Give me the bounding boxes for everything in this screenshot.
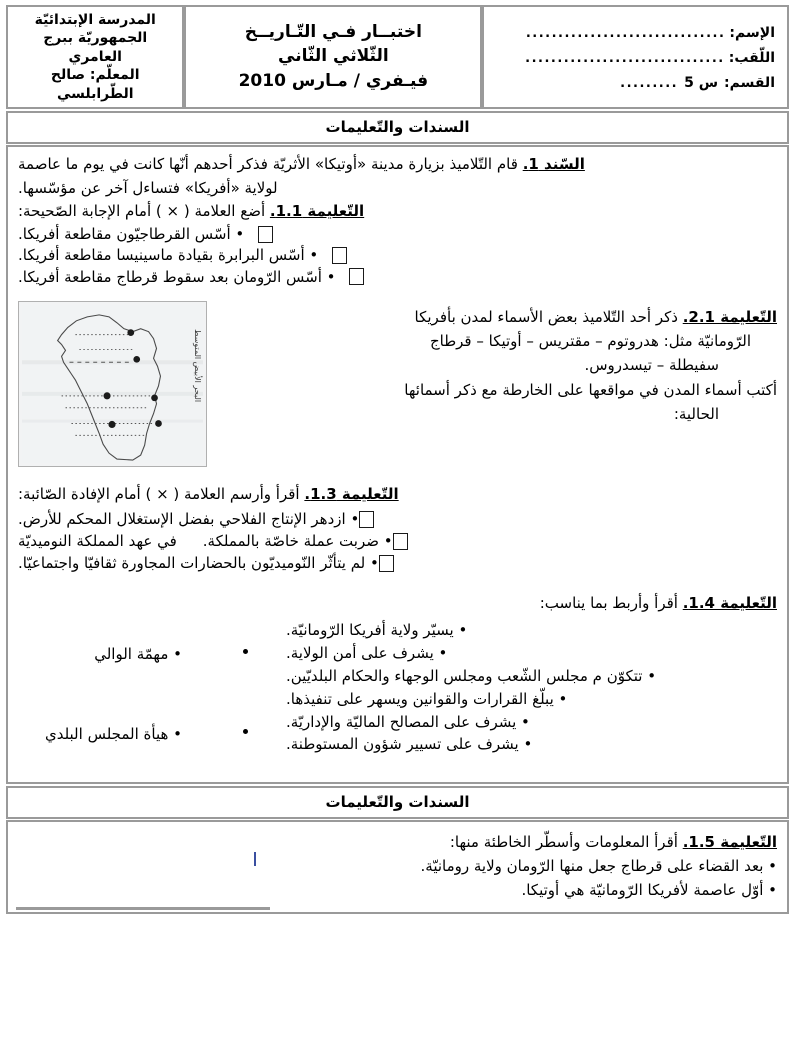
checkbox-1-3-a[interactable] <box>359 511 374 528</box>
bottom-partial-rule <box>16 907 270 910</box>
task-1-3-row-c <box>18 553 777 574</box>
exam-title-line2: الثّلاثي الثّاني <box>278 46 389 67</box>
task-1-4-left-item[interactable]: • يشرف على أمن الولاية. <box>286 644 448 663</box>
task-1-1-option-row <box>18 267 777 287</box>
task-1-4-connector-column <box>186 619 282 756</box>
task-1-4-right-item[interactable]: • مهمّة الوالي <box>94 645 182 664</box>
task-1-4-lead <box>18 592 777 615</box>
task-1-1-option-row <box>18 224 777 244</box>
map-city-dot <box>133 356 140 363</box>
checkbox-1-3-c[interactable] <box>379 555 394 572</box>
task-1-3-row-b <box>18 531 777 552</box>
task-1-5-cell <box>6 820 789 914</box>
school-name-line2: الجمهوريّة ببرج <box>43 30 148 47</box>
task-1-1-lead <box>18 200 777 223</box>
task-1-3-prompt: أقرأ وأرسم العلامة ( × ) أمام الإفادة الصّائبة: <box>18 484 300 503</box>
task-1-5-item[interactable]: • أوّل عاصمة لأفريكا الرّومانيّة هي أوتيكا. <box>521 881 777 900</box>
task-1-3-tag: التّعليمة 1.3. <box>304 484 399 503</box>
question1-source <box>18 153 777 200</box>
task-1-4-left-item[interactable]: • يشرف على تسيير شؤون المستوطنة. <box>286 735 533 754</box>
task-1-1-tag: التّعليمة 1.1. <box>269 201 365 220</box>
tunisia-map-image <box>18 301 207 467</box>
map-city-dot <box>155 420 162 427</box>
student-name-blank[interactable]: ............................... <box>525 26 726 42</box>
task-1-4-left-item[interactable]: • يسيّر ولاية أفريكا الرّومانيّة. <box>286 621 468 640</box>
task-1-1 <box>18 200 777 287</box>
task-1-1-prompt: أضع العلامة ( × ) أمام الإجابة الصّحيحة: <box>18 201 266 220</box>
school-name-line3: العامري <box>68 48 122 65</box>
map-city-dot <box>151 394 158 401</box>
task-1-3-statement-b: • ضربت عملة خاصّة بالمملكة. <box>202 532 393 551</box>
section-band-bottom: السندات والتّعليمات <box>6 786 789 819</box>
question1-line2 <box>18 177 777 200</box>
task-1-4-tag: التّعليمة 1.4. <box>682 594 777 613</box>
exam-title-cell <box>184 5 482 109</box>
exam-title-line3: فيـفري / مـارس 2010 <box>238 71 429 92</box>
task-1-3 <box>18 483 777 574</box>
student-surname-row <box>496 46 775 71</box>
exam-body-table <box>6 145 789 784</box>
map-city-dot <box>108 421 115 428</box>
map-city-dot <box>127 329 134 336</box>
student-class-value: س 5 <box>684 74 719 91</box>
match-connector-dot[interactable] <box>243 649 248 654</box>
question1-tag: السّند 1. <box>522 155 585 174</box>
student-surname-label: اللّقب: <box>728 49 775 66</box>
section-band-top: السندات والتّعليمات <box>6 111 789 144</box>
task-1-5 <box>18 830 777 902</box>
student-class-label: القسم: <box>724 74 775 91</box>
task-1-3-statement-c: • لم يتأثّر النّوميديّون بالحضارات المجاورة ثقافيّا واجتماعيّا. <box>18 554 379 573</box>
band-top-table <box>6 111 789 144</box>
task-1-1-option-row <box>18 245 777 265</box>
teacher-name-line1: المعلّم: صالح <box>50 67 140 84</box>
student-surname-blank[interactable]: ............................... <box>525 50 725 66</box>
question1-text2: لولاية «أفريكا» فتساءل آخر عن مؤسّسها. <box>18 178 278 197</box>
task-2-1-line5: الحالية: <box>673 405 719 424</box>
task-2-1-line2: الرّومانيّة مثل: هدروتوم – مقتريس – أوتيكا – قرطاج <box>429 332 751 351</box>
exam-body-cell <box>6 145 789 784</box>
band-bottom-table <box>6 786 789 819</box>
task-2-1-text1: ذكر أحد التّلاميذ بعض الأسماء لمدن بأفريكا <box>414 307 678 326</box>
task-2-1-line4: أكتب أسماء المدن في مواقعها على الخارطة مع ذكر أسمائها <box>404 380 777 399</box>
map-city-dot <box>103 392 110 399</box>
task-2-1-text <box>207 301 777 426</box>
teacher-name-line2: الطّرابلسي <box>56 85 134 102</box>
question1-line1 <box>18 153 777 176</box>
task-1-3-lead <box>18 483 777 506</box>
task-1-4-prompt: أقرأ وأربط بما يناسب: <box>539 594 678 613</box>
student-class-row <box>496 71 775 96</box>
task-1-3-statement-a: • ازدهر الإنتاج الفلاحي بفضل الإستغلال المحكم للأرض. <box>18 510 360 529</box>
task-2-1-line3: سفيطلة – تيسدروس. <box>584 356 719 375</box>
checkbox-1-1-c[interactable] <box>349 268 364 285</box>
map-sea-label: البحر الأبيض المتوسط <box>193 328 202 402</box>
match-connector-dot[interactable] <box>243 729 248 734</box>
checkbox-1-1-a[interactable] <box>258 226 273 243</box>
task-1-4-right-column <box>18 619 186 756</box>
header-table <box>6 5 789 109</box>
student-identity-cell <box>482 5 789 109</box>
task-1-1-option-c: • أسّس الرّومان بعد سقوط قرطاج مقاطعة أفريكا. <box>18 267 336 286</box>
checkbox-1-1-b[interactable] <box>332 247 347 264</box>
map-svg <box>22 305 203 463</box>
task-1-5-tag: التّعليمة 1.5. <box>682 833 777 852</box>
task-1-5-item[interactable]: • بعد القضاء على قرطاج جعل منها الرّومان ولاية رومانيّة. <box>420 857 777 876</box>
student-name-row <box>496 21 775 46</box>
task-1-4-left-item[interactable]: • يشرف على المصالح الماليّة والإداريّة. <box>286 712 530 731</box>
text-cursor-caret <box>254 852 256 866</box>
checkbox-1-3-b[interactable] <box>393 533 408 550</box>
student-name-label: الإسم: <box>729 25 775 42</box>
task-1-3-row-a <box>18 509 777 530</box>
task-1-5-lead <box>18 830 777 854</box>
task-1-1-option-a: • أسّس القرطاجيّون مقاطعة أفريكا. <box>18 225 245 244</box>
task-1-4-left-column <box>282 619 777 756</box>
student-class-blank[interactable]: ......... <box>620 75 679 91</box>
task-1-1-option-b: • أسّس البرابرة بقيادة ماسينيسا مقاطعة أفريكا. <box>18 246 319 265</box>
task-2-1-line1 <box>219 305 777 329</box>
question1-text1: قام التّلاميذ بزيارة مدينة «أوتيكا» الأثريّة فذكر أحدهم أنّها كانت في يوم ما عاصمة <box>18 155 518 174</box>
task-1-4-left-item[interactable]: • تتكوّن م مجلس الشّعب ومجلس الوجهاء والحكام البلديّين. <box>286 666 657 685</box>
task-1-4-right-item[interactable]: • هيأة المجلس البلدي <box>44 725 182 744</box>
task-1-4-matching-area <box>18 619 777 756</box>
task-1-5-table <box>6 820 789 914</box>
map-canvas <box>22 305 203 463</box>
task-1-4 <box>18 592 777 756</box>
task-1-5-prompt: أقرأ المعلومات وأسطّر الخاطئة منها: <box>449 833 678 852</box>
task-1-4-left-item[interactable]: • يبلّغ القرارات والقوانين ويسهر على تنفيذها. <box>286 689 568 708</box>
task-2-1-tag: التّعليمة 2.1. <box>682 307 777 326</box>
exam-title-line1: اختبــار فـي التّـاريــخ <box>244 21 422 42</box>
school-name-line1: المدرسة الإبتدائيّة <box>34 12 156 28</box>
task-2-1 <box>18 301 777 467</box>
school-info-cell <box>6 5 184 109</box>
task-1-3-kingdom-label: في عهد المملكة النوميديّة <box>18 532 177 551</box>
spacer <box>18 756 777 774</box>
